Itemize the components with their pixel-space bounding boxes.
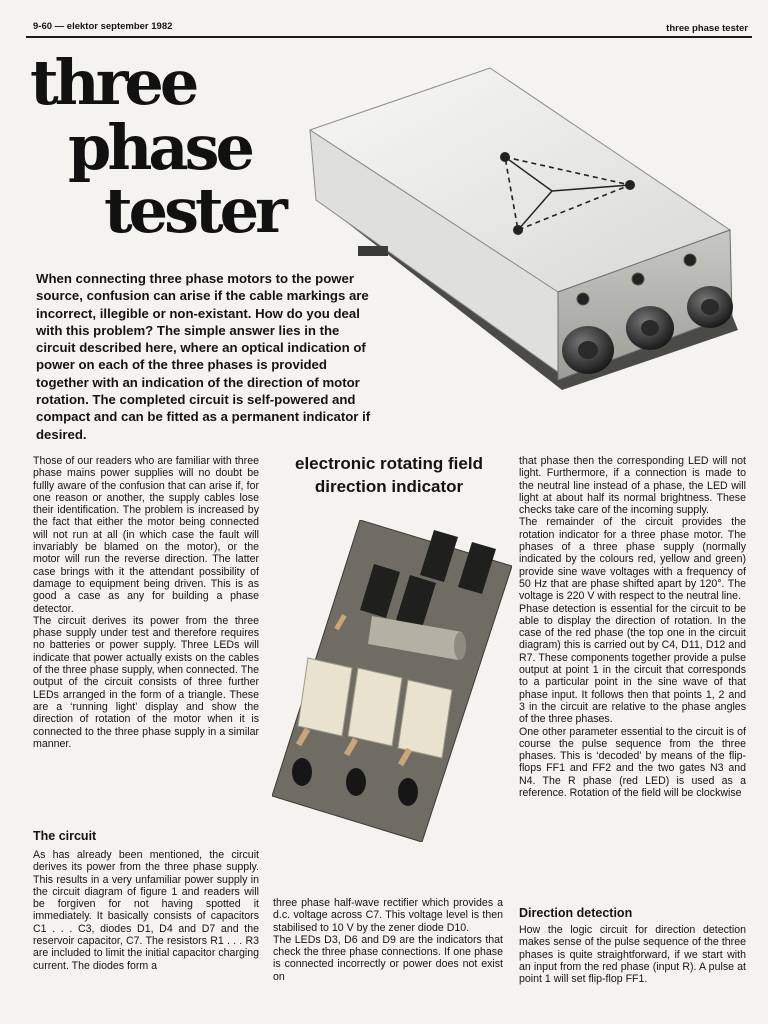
feature-heading: electronic rotating field direction indicator bbox=[295, 454, 483, 496]
body-column-2: three phase half-wave rectifier which provides a d.c. voltage across C7. This voltage level is then stabilised to 10 V by the zener diode D10. The LEDs D3, D6 and D9 are the indicators that check the three phase connections. If one phase is connected incorrectly or power does not exist on bbox=[273, 897, 503, 983]
article-title-line-2: phase bbox=[68, 111, 251, 184]
section-heading-direction: Direction detection bbox=[519, 906, 633, 920]
article-title-line-1: three bbox=[30, 46, 196, 119]
page-header-issue: 9-60 — elektor september 1982 bbox=[33, 21, 173, 32]
terminal-knob-t bbox=[687, 286, 733, 328]
section-heading-circuit: The circuit bbox=[33, 829, 97, 843]
page-header-section: three phase tester bbox=[666, 23, 748, 34]
body-column-3-continued: How the logic circuit for direction detection makes sense of the pulse sequence of the three phases is quite straightforward, if we start with an input from the red phase (input R). A pulse at point 1 will set flip-flop FF1. bbox=[519, 924, 746, 986]
pcb-photo bbox=[272, 520, 512, 842]
article-title-line-3: tester bbox=[104, 174, 284, 247]
intro-paragraph: When connecting three phase motors to the power source, confusion can arise if the cable markings are incorrect, illegible or non-existant. How do you deal with this problem? The simple answer lies in the circuit described here, where an optical indication of power on each of the three phases is provided together with an indication of the direction of motor rotation. The completed circuit is self-powered and compact and can be fitted as a permanent indicator if desired. bbox=[36, 271, 371, 442]
header-divider bbox=[26, 36, 752, 38]
terminal-knob-r bbox=[562, 326, 614, 374]
body-column-1: Those of our readers who are familiar with three phase mains power supplies will no doubt be fullly aware of the confusion that can arise if, for one reason or another, the supply cables lose their identification. The problem is increased by the fact that either the motor being connected will not run at all (in which case the fault will invariably be blamed on the motor), or the motor will run the reverse direction. The latter case brings with it the attendant possibility of damage to equipment being driven. This is as good a case as any for building a phase detector. The circuit derives its power from the three phase supply under test and therefore requires no batteries or power supply. Three LEDs will indicate that power actually exists on the cables of the three phase supply, when connected. The output of the circuit consists of three further LEDs arranged in the form of a triangle. These are a ‘running light’ display and show the direction of rotation of the motor when it is connected to the three phase supply in a similar manner. bbox=[33, 455, 259, 750]
terminal-knob-s bbox=[626, 306, 674, 350]
body-column-3: that phase then the corresponding LED will not light. Furthermore, if a connection is made to the neutral line instead of a phase, the LED will light at about half its normal brightness. These checks take care of the incoming supply. The remainder of the circuit provides the rotation indicator for a three phase motor. The phases of a three phase supply (normally indicated by the colours red, yellow and green) provide sine wave voltages with a frequency of 50 Hz that are phase shifted apart by 120°. The voltage is 220 V with respect to the neutral line. Phase detection is essential for the circuit to be able to display the direction of rotation. In the case of the red phase (the top one in the circuit diagram) this is carried out by C4, D11, D12 and R7. These components together provide a pulse output at point 1 in the circuit that corresponds to a particular point in the sine wave of that phase input. It follows then that points 1, 2 and 3 in the circuit are relative to the phase angles of the three phases. One other parameter essential to the circuit is of course the pulse sequence from the three phases. This is ‘decoded’ by means of the flip-flops FF1 and FF2 and the two gates N3 and N4. The R phase (red LED) is used as a reference. Rotation of the field will be clockwise bbox=[519, 455, 746, 800]
box-foot bbox=[358, 246, 388, 256]
body-column-1-continued: As has already been mentioned, the circuit derives its power from the three phase supply. This results in a very unfamiliar power supply in the circuit diagram of figure 1 and readers will be forgiven for not having spotted it immediately. It basically consists of capacitors C1 . . . C3, diodes D1, D4 and D7 and the reservoir capacitor, C7. The resistors R1 . . . R3 are included to limit the initial capacitor charging current. The diodes form a bbox=[33, 849, 259, 972]
